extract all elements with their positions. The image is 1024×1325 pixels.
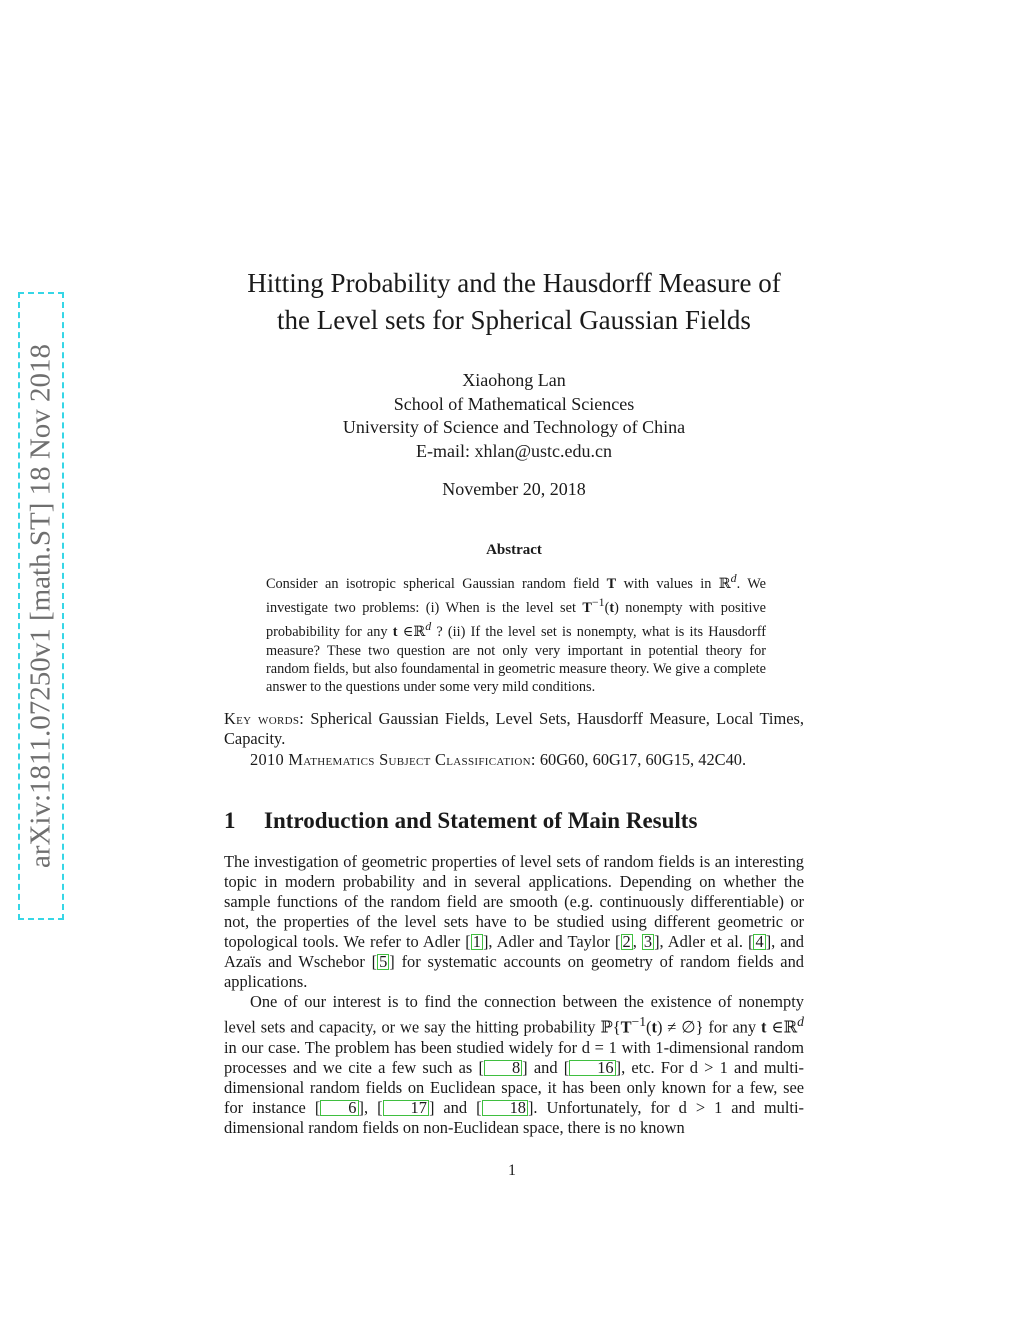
title-line-2: the Level sets for Spherical Gaussian Fields <box>277 305 751 335</box>
arxiv-identifier: arXiv:1811.07250v1 [math.ST] 18 Nov 2018 <box>24 343 57 869</box>
abstract-heading: Abstract <box>486 542 542 558</box>
msc-classification: 2010 Mathematics Subject Classification: 60G60, 60G17, 60G15, 42C40. <box>250 749 747 769</box>
citation-link[interactable]: 6 <box>320 1100 358 1116</box>
citation-link[interactable]: 4 <box>755 932 764 952</box>
paragraph-2: One of our interest is to find the connection between the existence of nonempty level sets and capacity, or we say the hitting probability $ℙ\{T^{-1}(t)$ ≠ ∅} for any t ∈ℝ$^d$ in our case. The problem has been studied widely for d = 1 with 1-dimensional random processes and we cite a few such as [ 8 ] and [ 16 ], etc. For d > 1 and multi-dimensional random fields on Euclidean space, it has been only known for a few, see for instance [ 6 ], [ 17 ] and [ 18 ]. Unfortunately, for d > 1 and multi-dimensional random fields on non-Euclidean space, there is no known <box>224 992 804 1137</box>
citation-link[interactable]: 8 <box>484 1060 522 1076</box>
affiliation-university: University of Science and Technology of China <box>342 417 686 437</box>
title-line-1: Hitting Probability and the Hausdorff Measure of <box>247 268 781 298</box>
paper-page <box>224 265 804 1138</box>
affiliation-school: School of Mathematical Sciences <box>393 393 635 414</box>
paragraph-1: The investigation of geometric properties of level sets of random fields is an interesting topic in modern probability and in several applications. Depending on whether the sample functions of the random field are smooth (e.g. continuously differentiable) or not, the properties of the level sets have to be studied using different geometric or topological tools. We refer to Adler [ 1 ], Adler and Taylor [ 2 , 3 ], Adler et al. [ 4 ], and Azaïs and Wschebor [ 5 ] for systematic accounts on geometry of random fields and applications. <box>224 852 804 992</box>
citation-link[interactable]: 16 <box>569 1060 615 1076</box>
citation-link[interactable]: 2 <box>622 932 631 952</box>
keywords: Key words: Spherical Gaussian Fields, Level Sets, Hausdorff Measure, Local Times, Capacity. <box>224 708 804 749</box>
author-email: E-mail: xhlan@ustc.edu.cn <box>415 440 613 461</box>
paper-title <box>224 265 804 339</box>
section-heading: 1 Introduction and Statement of Main Results <box>224 808 698 834</box>
keywords-block <box>224 709 804 771</box>
page-number: 1 <box>508 1162 516 1179</box>
section-body <box>224 852 804 1137</box>
citation-link[interactable]: 3 <box>643 932 653 952</box>
citation-link[interactable]: 18 <box>482 1100 528 1116</box>
paper-date: November 20, 2018 <box>442 479 586 499</box>
citation-link[interactable]: 1 <box>472 932 481 952</box>
abstract-text: Consider an isotropic spherical Gaussian random field T with values in ℝ$^d$. We investigate two problems: (i) When is the level set $T^{-1}(t)$ nonempty with positive probabibility for any t ∈ℝ$^d$ ? (ii) If the level set is nonempty, what is its Hausdorff measure? These two question are not only very important in potential theory for random fields, but also foundamental in geometric measure theory. We give a complete answer to the questions under some very mild conditions. <box>266 571 766 696</box>
author-name: Xiaohong Lan <box>462 370 566 390</box>
arxiv-stamp <box>18 292 64 920</box>
citation-link[interactable]: 17 <box>383 1100 429 1116</box>
citation-link[interactable]: 5 <box>379 952 388 972</box>
author-block <box>224 369 804 463</box>
